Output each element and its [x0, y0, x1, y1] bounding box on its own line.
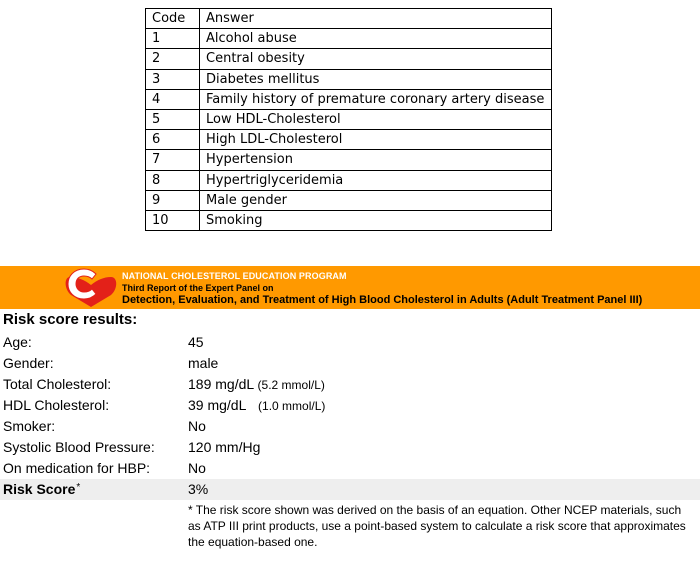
- code-cell: 8: [146, 170, 200, 190]
- code-cell: 2: [146, 49, 200, 69]
- table-row: [146, 109, 552, 129]
- answer-cell: Low HDL-Cholesterol: [200, 109, 552, 129]
- table-row: [146, 49, 552, 69]
- result-label: On medication for HBP:: [3, 460, 151, 476]
- result-row-gender: [0, 353, 700, 374]
- result-alt-unit: (1.0 mmol/L): [258, 399, 326, 413]
- code-cell: 4: [146, 89, 200, 109]
- results-title: Risk score results:: [3, 311, 138, 328]
- code-cell: 1: [146, 29, 200, 49]
- org-name: NATIONAL CHOLESTEROL EDUCATION PROGRAM: [122, 271, 347, 281]
- table-row: [146, 150, 552, 170]
- table-row: [146, 130, 552, 150]
- result-label: Age:: [3, 334, 32, 350]
- result-value: male: [188, 355, 219, 371]
- result-label: HDL Cholesterol:: [3, 397, 110, 413]
- result-alt-unit: (5.2 mmol/L): [257, 378, 325, 392]
- table-row: [146, 190, 552, 210]
- table-header-row: [146, 9, 552, 29]
- column-header-code: Code: [146, 9, 200, 29]
- result-value: No: [188, 418, 206, 434]
- code-cell: 3: [146, 69, 200, 89]
- column-header-answer: Answer: [200, 9, 552, 29]
- code-cell: 10: [146, 210, 200, 230]
- result-row-total-cholesterol: [0, 374, 700, 395]
- table-row: [146, 210, 552, 230]
- table-row: [146, 69, 552, 89]
- footnote-marker: *: [76, 482, 81, 493]
- result-row-hdl-cholesterol: [0, 395, 700, 416]
- result-value: 45: [188, 334, 204, 350]
- result-value: 189 mg/dL (5.2 mmol/L): [188, 376, 325, 392]
- result-row-risk-score: [0, 479, 700, 500]
- answer-cell: Diabetes mellitus: [200, 69, 552, 89]
- result-value: No: [188, 460, 206, 476]
- result-row-smoker: [0, 416, 700, 437]
- code-cell: 9: [146, 190, 200, 210]
- answer-cell: Alcohol abuse: [200, 29, 552, 49]
- result-value: 120 mm/Hg: [188, 439, 261, 455]
- answer-cell: High LDL-Cholesterol: [200, 130, 552, 150]
- result-label: Smoker:: [3, 418, 56, 434]
- answer-cell: Central obesity: [200, 49, 552, 69]
- result-label: Total Cholesterol:: [3, 376, 112, 392]
- result-row-hbp-medication: [0, 458, 700, 479]
- result-label: Gender:: [3, 355, 54, 371]
- code-cell: 6: [146, 130, 200, 150]
- ncep-banner: [0, 266, 700, 309]
- code-cell: 5: [146, 109, 200, 129]
- answer-cell: Hypertriglyceridemia: [200, 170, 552, 190]
- answer-cell: Smoking: [200, 210, 552, 230]
- report-title: Detection, Evaluation, and Treatment of High Blood Cholesterol in Adults (Adult Treatment Panel III): [122, 293, 643, 306]
- code-answer-table: [145, 8, 552, 231]
- result-row-systolic-bp: [0, 437, 700, 458]
- risk-score-label: Risk Score*: [3, 481, 81, 497]
- answer-cell: Family history of premature coronary artery disease: [200, 89, 552, 109]
- result-value: 39 mg/dL (1.0 mmol/L): [188, 397, 326, 413]
- heart-c-logo-icon: [62, 267, 120, 309]
- table-row: [146, 29, 552, 49]
- report-subtitle: Third Report of the Expert Panel on: [122, 283, 274, 293]
- answer-cell: Hypertension: [200, 150, 552, 170]
- code-cell: 7: [146, 150, 200, 170]
- risk-score-value: 3%: [188, 481, 209, 497]
- table-row: [146, 170, 552, 190]
- table-row: [146, 89, 552, 109]
- answer-cell: Male gender: [200, 190, 552, 210]
- result-row-age: [0, 332, 700, 353]
- result-label: Systolic Blood Pressure:: [3, 439, 155, 455]
- risk-score-footnote: * The risk score shown was derived on the basis of an equation. Other NCEP materials, such as ATP III print products, use a point-based system to calculate a risk score that approximates the equation-based one.: [188, 503, 686, 549]
